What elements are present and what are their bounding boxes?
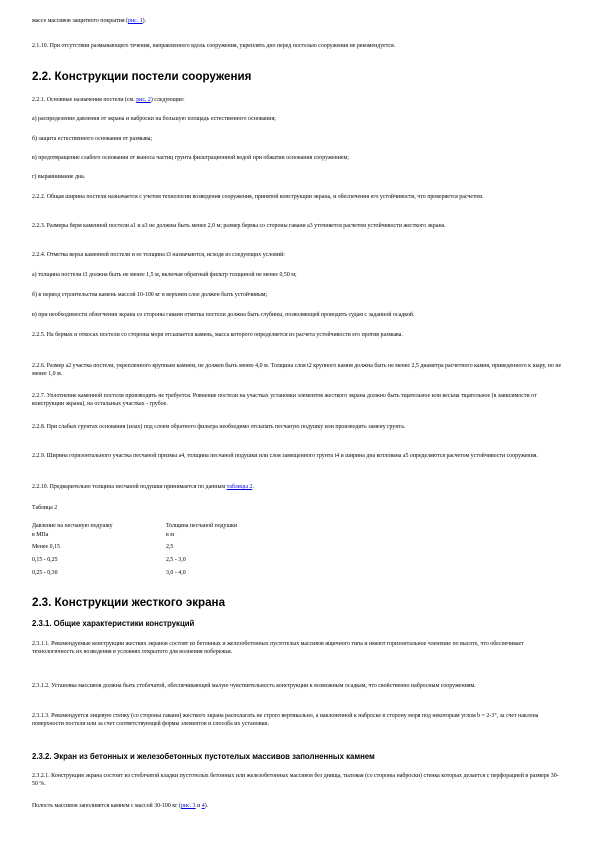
paragraph-2-2-3: 2.2.3. Размеры берм каменной постели а1 и а3 не должны быть менее 2,0 м; размер бермы со стороны гавани а3 уточняется расчетом устойчивости жесткого экрана. (32, 223, 446, 229)
paragraph-2-2-10: 2.2.10. Предварительно толщина песчаной подушки принимается по данным таблицы 2. (32, 484, 254, 490)
list-item-g: г) выравнивание дна. (32, 174, 86, 180)
paragraph-2-2-4-a: а) толщина постели t3 должна быть не менее 1,5 м, включая обратный фильтр толщиной не менее 0,50 м; (32, 272, 297, 278)
table-cell-pressure: 0,15 - 0,25 (32, 557, 58, 563)
paragraph-2-2-1: 2.2.1. Основные назначения постели (см. рис. 2) следующие: (32, 97, 185, 103)
paragraph-2-2-6: 2.2.6. Размер а2 участка постели, укрепленного крупным камнем, не должен быть менее 4,0 м. Толщина слоя t2 крупного камня должна быть не менее 2,5 диаметра расчетного камня, приведенного к шару, но не менее 1,0 м. (32, 363, 562, 378)
table-row (32, 569, 312, 582)
table-row (32, 556, 312, 569)
subsection-heading-2-3-1: 2.3.1. Общие характеристики конструкций (32, 619, 195, 628)
list-item-v: в) предотвращение слабого основания от выноса частиц грунта фильтрационной водой при обжатии основания сооружением; (32, 155, 349, 161)
paragraph-2-2-9: 2.2.9. Ширина горизонтального участка песчаной призмы а4, толщина песчаной подушки или слоя замещенного грунта t4 и ширина дна котлована а5 определяются расчетом устойчивости сооружения. (32, 453, 538, 459)
paragraph-cavity-fill: Полость массивов заполняется камнем с массой 30-100 кг (рис. 3 и 4). (32, 803, 209, 809)
paragraph-2-3-1-1: 2.3.1.1. Рекомендуемые конструкции жестких экранов состоят из бетонных и железобетонных пустотелых массивов ящичного типа и имеют горизонтальное членение по высоте, что обеспечивает технологичность их возведения в условиях открытого для волнения побережья. (32, 641, 524, 656)
list-item-a: а) распределение давления от экрана и наброски на большую площадь естественного основания; (32, 116, 276, 122)
table-header-row (32, 522, 312, 531)
list-item-b: б) защита естественного основания от размыва; (32, 136, 152, 142)
table-caption: Таблица 2 (32, 505, 58, 511)
sand-cushion-table (32, 522, 312, 582)
section-heading-2-3: 2.3. Конструкции жесткого экрана (32, 596, 226, 609)
paragraph-2-2-5: 2.2.5. На бермах и откосах постели со стороны моря отсыпается камень, масса которого определяется из расчета устойчивости его против размыва. (32, 332, 403, 338)
subsection-heading-2-3-2: 2.3.2. Экран из бетонных и железобетонных пустотелых массивов заполненных камнем (32, 752, 375, 761)
paragraph-2-2-4: 2.2.4. Отметка верха каменной постели и ее толщина t3 назначаются, исходя из следующих условий: (32, 252, 285, 258)
figure-4-link[interactable]: 4 (201, 803, 205, 809)
table-header-thickness: Толщина песчаной подушки (166, 523, 238, 529)
paragraph-2-3-1-3: 2.3.1.3. Рекомендуется лицевую стенку (со стороны гавани) жесткого экрана располагать не строго вертикально, а наклоненной к наброске в сторону моря под некоторым углом b = 2-3°, за счет наклона поверхности постели или за счет соответствующей формы элементов и способа их установки. (32, 713, 539, 728)
figure-1-link[interactable]: рис. 1 (128, 18, 143, 24)
table-2-link[interactable]: таблицы 2 (226, 484, 253, 490)
table-header-thickness-unit: в м (166, 532, 174, 538)
table-header-pressure: Давление на песчаную подушку (32, 523, 113, 529)
paragraph-2-2-4-v: в) при необходимости облегчения экрана со стороны гавани отметка постели должна быть глубины, позволяющей проводить судам с заданной осадкой. (32, 312, 415, 318)
table-cell-thickness: 3,0 - 4,0 (166, 570, 186, 576)
paragraph-2-3-2-1: 2.3.2.1. Конструкция экрана состоит из стоблчатой кладки пустотелых бетонных или железобетонных массивов без днища, тыловая (со стороны наброски) стенка которых делается с перфорацией в размере 30-50 %. (32, 773, 559, 788)
paragraph-2-2-7: 2.2.7. Уплотнение каменной постели производить не требуется. Ровнение постели на участках установки элементов жесткого экрана должно быть тщательное или весьма тщательное (в зависимости от конструкции экрана), на остальных участках - грубое. (32, 393, 537, 408)
table-header-pressure-unit: в МПа (32, 532, 49, 538)
paragraph-2-2-8: 2.2.8. При слабых грунтах основания (илах) под слоем обратного фильтра необходимо отсыпать песчаную подушку или производить замену грунта. (32, 424, 406, 430)
section-heading-2-2: 2.2. Конструкции постели сооружения (32, 70, 252, 83)
table-cell-thickness: 2,5 - 3,0 (166, 557, 186, 563)
paragraph-continuation: массе массивов защитного покрытия (рис. 1). (32, 18, 147, 24)
table-header-units-row (32, 531, 312, 543)
table-row (32, 543, 312, 556)
paragraph-2-1-10: 2.1.10. При отсутствии размывающего течения, направленного вдоль сооружения, укреплять дно перед постелью сооружения не рекомендуется. (32, 43, 396, 49)
table-cell-pressure: Менее 0,15 (32, 544, 60, 550)
figure-2-link[interactable]: рис. 2 (136, 97, 151, 103)
paragraph-2-2-2: 2.2.2. Общая ширина постели назначается с учетом технологии возведения сооружения, принятой конструкции экрана, и обеспечения его устойчивости, что проверяется расчетом. (32, 194, 484, 200)
paragraph-2-2-4-b: б) в период строительства камень массой 10-100 кг в верхнем слое должен быть устойчивым; (32, 292, 268, 298)
table-cell-thickness: 2,5 (166, 544, 174, 550)
table-cell-pressure: 0,25 - 0,30 (32, 570, 58, 576)
paragraph-2-3-1-2: 2.3.1.2. Установка массивов должна быть стоблчатой, обеспечивающей малую чувствительность конструкции к возможным осадкам, что свойственно набросным сооружениям. (32, 683, 476, 689)
figure-3-link[interactable]: рис. 3 (181, 803, 196, 809)
